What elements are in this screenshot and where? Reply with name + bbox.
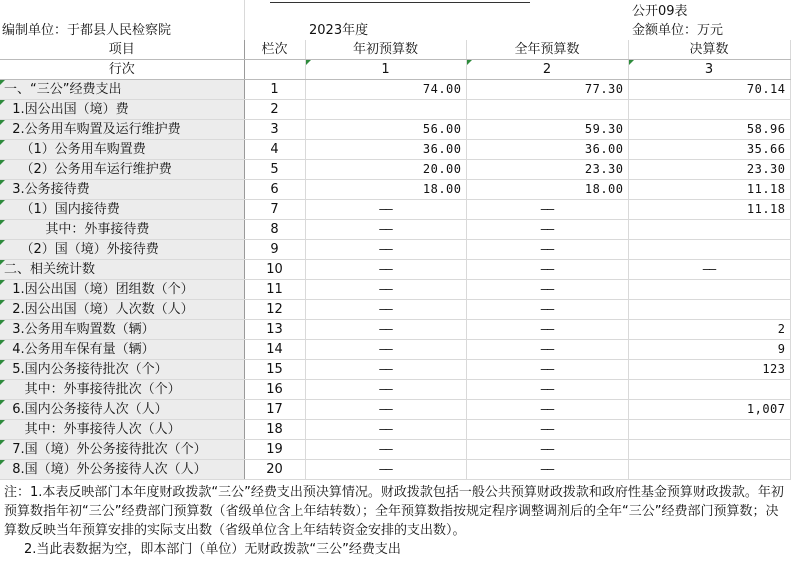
row-number[interactable]: 19 [244,440,305,460]
table-row [0,160,790,180]
row-number[interactable]: 9 [244,240,305,260]
table-row [0,240,790,260]
budget-initial-cell[interactable]: 36.00 [305,140,466,160]
table-row [0,140,790,160]
row-item-name[interactable]: （2）公务用车运行维护费 [0,160,244,180]
final-cell[interactable]: 58.96 [628,120,790,140]
budget-initial-cell[interactable]: —— [305,420,466,440]
row-item-name[interactable]: 2.因公出国（境）人次数（人） [0,300,244,320]
col-final-header: 决算数 [628,40,790,60]
budget-full-cell[interactable]: —— [466,220,628,240]
budget-full-cell[interactable]: —— [466,240,628,260]
blank-header [244,60,305,80]
row-item-name[interactable]: 4.公务用车保有量（辆） [0,340,244,360]
final-cell[interactable] [628,460,790,480]
final-cell[interactable]: 23.30 [628,160,790,180]
three-public-expense-table [0,40,791,480]
row-number[interactable]: 2 [244,100,305,120]
table-row [0,100,790,120]
budget-initial-cell[interactable]: 20.00 [305,160,466,180]
row-number[interactable]: 20 [244,460,305,480]
col-budget-initial-header: 年初预算数 [305,40,466,60]
final-cell[interactable]: 70.14 [628,80,790,100]
row-number[interactable]: 18 [244,420,305,440]
row-label-header: 行次 [0,60,244,80]
row-number[interactable]: 12 [244,300,305,320]
row-number[interactable]: 16 [244,380,305,400]
budget-full-cell[interactable]: —— [466,360,628,380]
final-cell[interactable] [628,440,790,460]
final-cell[interactable] [628,220,790,240]
header-row-2 [0,60,790,80]
row-number[interactable]: 3 [244,120,305,140]
table-row [0,180,790,200]
final-cell[interactable]: 1,007 [628,400,790,420]
row-number[interactable]: 6 [244,180,305,200]
row-item-name[interactable]: 3.公务接待费 [0,180,244,200]
row-item-name[interactable]: 1.因公出国（境）费 [0,100,244,120]
row-item-name[interactable]: 其中：外事接待批次（个） [0,380,244,400]
budget-initial-cell[interactable]: —— [305,200,466,220]
final-cell[interactable] [628,280,790,300]
row-item-name[interactable]: （2）国（境）外接待费 [0,240,244,260]
row-number[interactable]: 15 [244,360,305,380]
reporting-unit: 编制单位：于都县人民检察院 [2,23,172,38]
amount-unit: 金额单位：万元 [632,23,724,38]
row-item-name[interactable]: 二、相关统计数 [0,260,244,280]
fiscal-year: 2023年度 [309,23,369,38]
row-number[interactable]: 5 [244,160,305,180]
budget-full-cell[interactable]: —— [466,380,628,400]
budget-initial-cell[interactable]: —— [305,260,466,280]
table-row [0,80,790,100]
table-row [0,340,790,360]
col-item-header: 项目 [0,40,244,60]
table-row [0,360,790,380]
final-cell[interactable] [628,300,790,320]
table-row [0,200,790,220]
budget-full-cell[interactable]: —— [466,460,628,480]
footnote-2: 2.当此表数据为空，即本部门（单位）无财政拨款“三公”经费支出 [24,542,401,557]
row-number[interactable]: 17 [244,400,305,420]
final-cell[interactable]: —— [628,260,790,280]
budget-initial-cell[interactable]: —— [305,440,466,460]
col-index-3: 3 [628,60,790,80]
row-item-name[interactable]: 1.因公出国（境）团组数（个） [0,280,244,300]
row-item-name[interactable]: 其中：外事接待人次（人） [0,420,244,440]
final-cell[interactable]: 2 [628,320,790,340]
budget-initial-cell[interactable]: 18.00 [305,180,466,200]
row-number[interactable]: 1 [244,80,305,100]
budget-initial-cell[interactable]: —— [305,220,466,240]
row-item-name[interactable]: 5.国内公务接待批次（个） [0,360,244,380]
final-cell[interactable] [628,380,790,400]
col-index-1: 1 [305,60,466,80]
table-row [0,220,790,240]
header-divider [244,0,245,40]
row-item-name[interactable]: 6.国内公务接待人次（人） [0,400,244,420]
budget-initial-cell[interactable]: —— [305,460,466,480]
budget-initial-cell[interactable]: 56.00 [305,120,466,140]
row-item-name[interactable]: （1）国内接待费 [0,200,244,220]
row-number[interactable]: 4 [244,140,305,160]
row-item-name[interactable]: 其中：外事接待费 [0,220,244,240]
row-item-name[interactable]: 2.公务用车购置及运行维护费 [0,120,244,140]
budget-full-cell[interactable] [466,100,628,120]
budget-full-cell[interactable]: —— [466,280,628,300]
row-item-name[interactable]: （1）公务用车购置费 [0,140,244,160]
row-item-name[interactable]: 一、“三公”经费支出 [0,80,244,100]
budget-full-cell[interactable]: —— [466,200,628,220]
budget-initial-cell[interactable]: —— [305,400,466,420]
budget-initial-cell[interactable]: —— [305,240,466,260]
budget-initial-cell[interactable]: —— [305,300,466,320]
budget-initial-cell[interactable]: —— [305,380,466,400]
row-number[interactable]: 11 [244,280,305,300]
final-cell[interactable]: 11.18 [628,200,790,220]
table-row [0,380,790,400]
budget-initial-cell[interactable]: —— [305,320,466,340]
header-row-1 [0,40,790,60]
final-cell[interactable]: 9 [628,340,790,360]
row-number[interactable]: 10 [244,260,305,280]
budget-full-cell[interactable]: —— [466,260,628,280]
row-number[interactable]: 13 [244,320,305,340]
final-cell[interactable] [628,100,790,120]
budget-full-cell[interactable]: —— [466,420,628,440]
budget-initial-cell[interactable]: 74.00 [305,80,466,100]
budget-initial-cell[interactable]: —— [305,280,466,300]
table-row [0,280,790,300]
budget-full-cell[interactable]: —— [466,300,628,320]
budget-full-cell[interactable]: —— [466,440,628,460]
col-index-2: 2 [466,60,628,80]
form-number: 公开09表 [632,4,688,19]
row-number[interactable]: 7 [244,200,305,220]
table-row [0,460,790,480]
budget-initial-cell[interactable] [305,100,466,120]
table-row [0,300,790,320]
col-rowno-header: 栏次 [244,40,305,60]
budget-initial-cell[interactable]: —— [305,360,466,380]
row-item-name[interactable]: 3.公务用车购置数（辆） [0,320,244,340]
row-number[interactable]: 14 [244,340,305,360]
row-item-name[interactable]: 7.国（境）外公务接待批次（个） [0,440,244,460]
budget-full-cell[interactable]: 77.30 [466,80,628,100]
final-cell[interactable]: 11.18 [628,180,790,200]
table-row [0,440,790,460]
final-cell[interactable]: 35.66 [628,140,790,160]
final-cell[interactable]: 123 [628,360,790,380]
final-cell[interactable] [628,420,790,440]
title-cut-off [270,0,530,3]
footnotes [4,483,790,559]
budget-full-cell[interactable]: 18.00 [466,180,628,200]
row-number[interactable]: 8 [244,220,305,240]
row-item-name[interactable]: 8.国（境）外公务接待人次（人） [0,460,244,480]
table-row [0,120,790,140]
budget-full-cell[interactable]: 59.30 [466,120,628,140]
budget-full-cell[interactable]: 36.00 [466,140,628,160]
budget-full-cell[interactable]: 23.30 [466,160,628,180]
table-row [0,260,790,280]
table-row [0,420,790,440]
footnote-1: 注：1.本表反映部门本年度财政拨款“三公”经费支出预决算情况。财政拨款包括一般公共预算财政拨款和政府性基金预算财政拨款。年初预算数指年初“三公”经费部门预算数（省级单位含上年结转数）；全年预算数指按规定程序调整调剂后的全年“三公”经费部门预算数；决算数反映当年预算安排的实际支出数（省级单位含上年结转资金安排的支出数）。 [4,485,784,538]
table-row [0,320,790,340]
final-cell[interactable] [628,240,790,260]
budget-initial-cell[interactable]: —— [305,340,466,360]
budget-full-cell[interactable]: —— [466,320,628,340]
budget-full-cell[interactable]: —— [466,400,628,420]
budget-full-cell[interactable]: —— [466,340,628,360]
table-row [0,400,790,420]
col-budget-full-header: 全年预算数 [466,40,628,60]
